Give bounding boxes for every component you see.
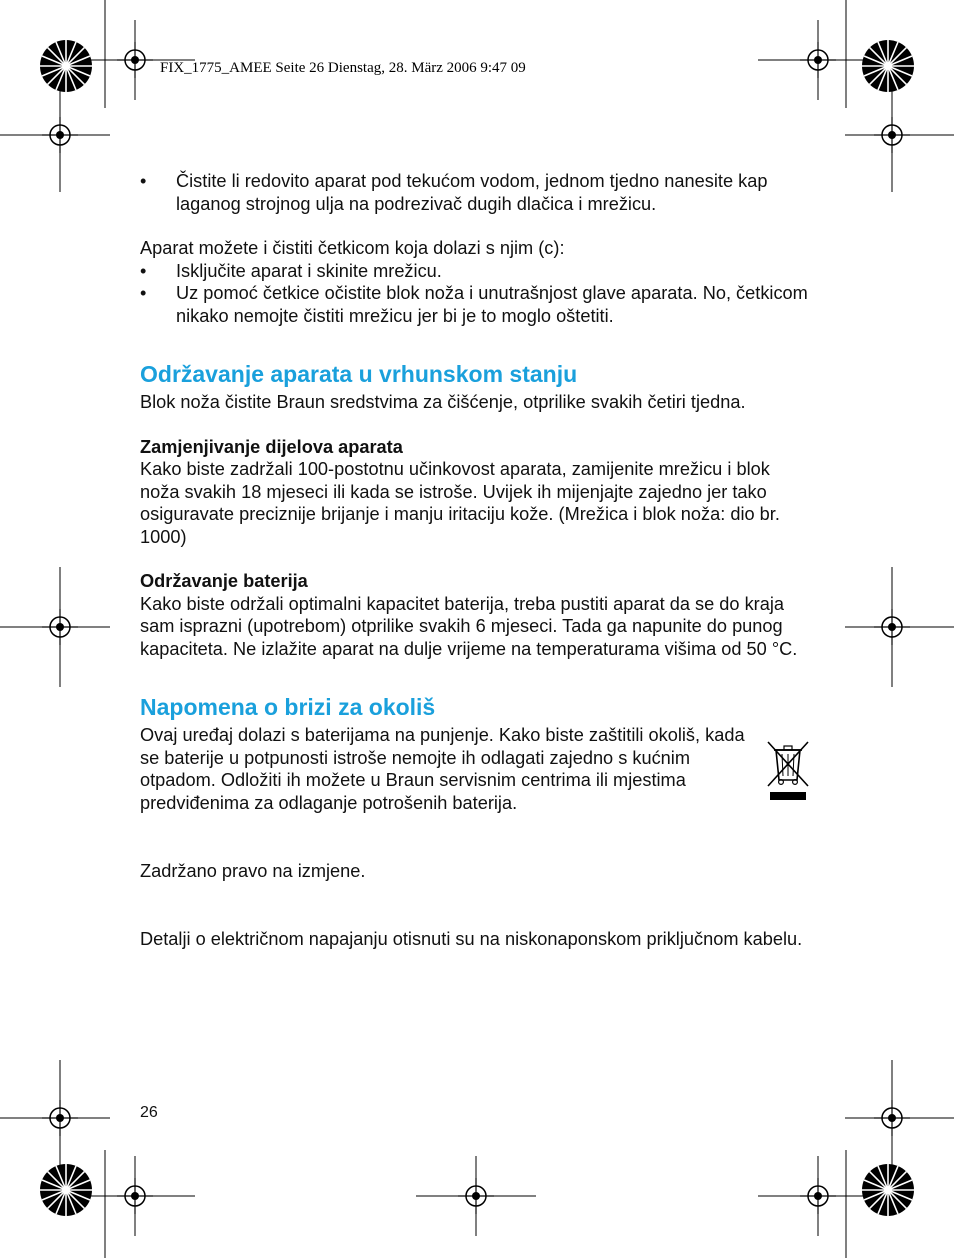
maintenance-heading: Održavanje aparata u vrhunskom stanju bbox=[140, 361, 578, 387]
brush-step-2: Uz pomoć četkice očistite blok noža i unutrašnjost glave aparata. No, četkicom nikako nemojte čistiti mrežicu jer bi je to moglo oštetiti. bbox=[176, 283, 808, 326]
parts-text: Kako biste zadržali 100-postotnu učinkovost aparata, zamijenite mrežicu i blok noža svakih 18 mjeseci ili kada se istroše. Uvijek ih mijenjajte zajedno jer tako osiguravate preciznije brijanje i manju iritaciju kože. (Mrežica i blok noža: dio br. 1000) bbox=[140, 459, 780, 547]
bullet-icon: • bbox=[140, 171, 147, 191]
parts-heading: Zamjenjivanje dijelova aparata bbox=[140, 436, 403, 457]
battery-heading: Održavanje baterija bbox=[140, 571, 308, 591]
page-content bbox=[140, 170, 812, 950]
page-number: 26 bbox=[140, 1104, 158, 1121]
environment-section bbox=[140, 724, 812, 814]
list-item bbox=[140, 282, 812, 327]
reserved-rights-note: Zadržano pravo na izmjene. bbox=[140, 861, 366, 881]
print-slug: FIX_1775_AMEE Seite 26 Dienstag, 28. März 2006 9:47 09 bbox=[160, 60, 526, 76]
list-item bbox=[140, 260, 812, 283]
battery-text: Kako biste održali optimalni kapacitet baterija, treba pustiti aparat da se do kraja sam isprazni (upotrebom) otprilike svakih 6 mjeseci. Tada ga napunite do punog kapaciteta. Ne izlažite aparat na dulje vrijeme na temperaturama višima od 50 °C. bbox=[140, 593, 798, 659]
electrical-details-note: Detalji o električnom napajanju otisnuti su na niskonaponskom priključnom kabelu. bbox=[140, 928, 803, 949]
brush-step-1: Isključite aparat i skinite mrežicu. bbox=[176, 260, 442, 281]
environment-heading: Napomena o brizi za okoliš bbox=[140, 694, 436, 720]
oil-instruction: Čistite li redovito aparat pod tekućom vodom, jednom tjedno nanesite kap laganog strojnog ulja na podrezivač dugih dlačica i mrežicu. bbox=[176, 171, 768, 214]
brush-intro: Aparat možete i čistiti četkicom koja dolazi s njim (c): bbox=[140, 238, 565, 258]
crossed-out-wheelie-bin-icon bbox=[766, 740, 810, 802]
environment-text: Ovaj uređaj dolazi s baterijama na punjenje. Kako biste zaštitili okoliš, kada se baterije u potpunosti istroše nemojte ih odlagati zajedno s kućnim otpadom. Odložiti ih možete u Braun servisnim centrima ili mjestima predviđenima za odlaganje potrošenih baterija. bbox=[140, 725, 745, 813]
maintenance-intro: Blok noža čistite Braun sredstvima za čišćenje, otprilike svakih četiri tjedna. bbox=[140, 392, 746, 412]
bullet-icon: • bbox=[140, 283, 147, 303]
list-item bbox=[140, 170, 812, 215]
bullet-icon: • bbox=[140, 260, 147, 281]
